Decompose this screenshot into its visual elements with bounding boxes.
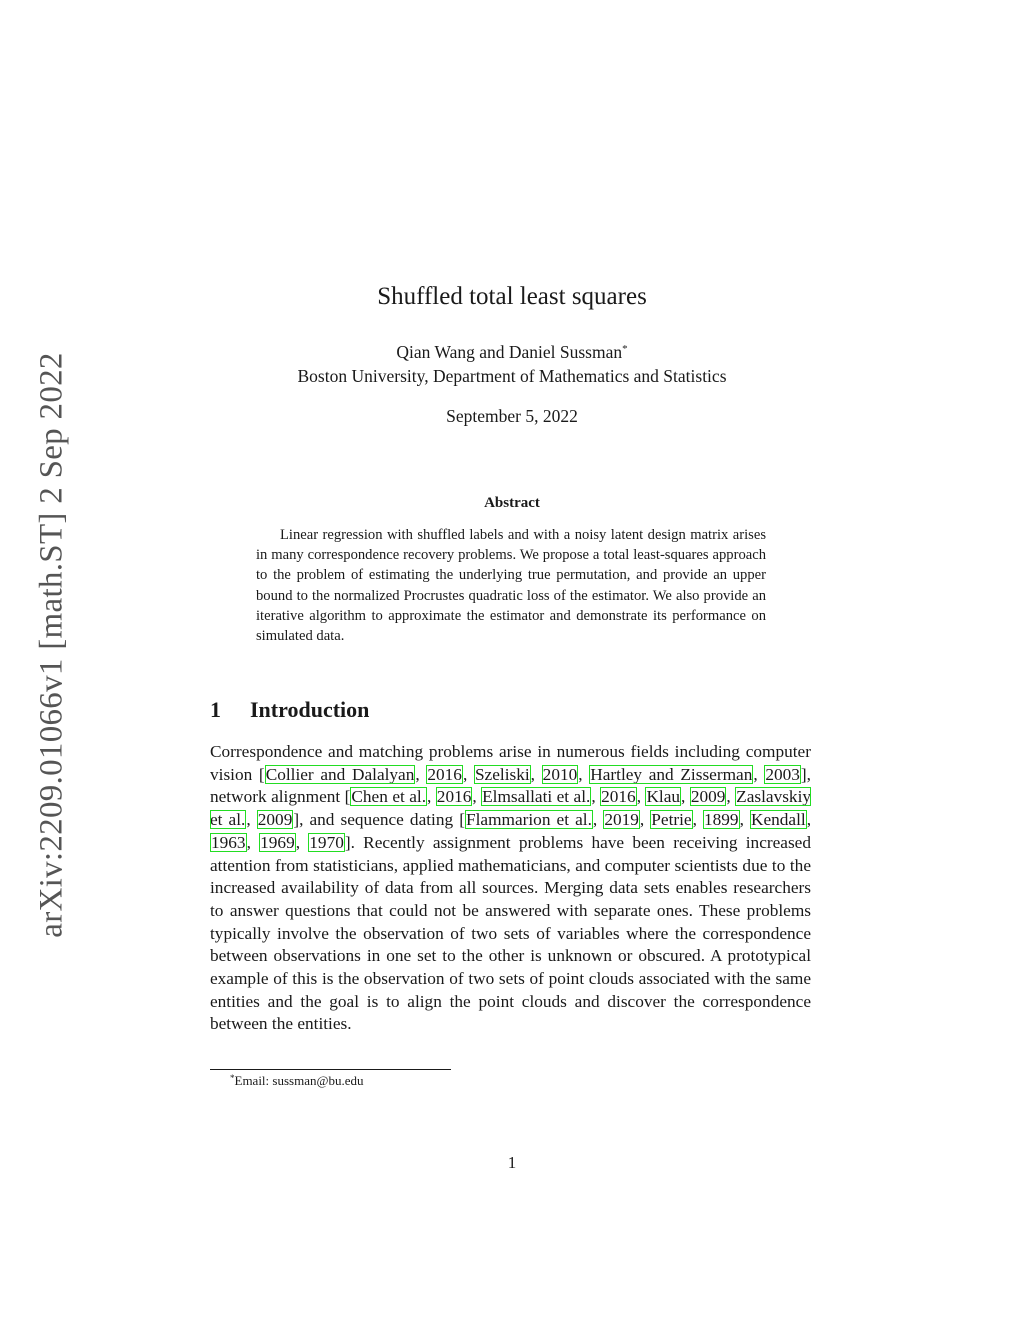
- intro-text: ,: [636, 787, 646, 807]
- intro-text: ,: [591, 787, 601, 807]
- citation-link[interactable]: 2016: [436, 787, 472, 807]
- citation-link[interactable]: 2009: [257, 810, 293, 830]
- intro-text: ], network alignment [: [210, 764, 811, 807]
- intro-text: ,: [681, 787, 690, 807]
- section-number: 1: [210, 697, 221, 722]
- citation-link[interactable]: Szeliski: [474, 764, 530, 784]
- citation-link[interactable]: 2009: [690, 787, 726, 807]
- citation-link[interactable]: Hartley and Zisserman: [590, 764, 753, 784]
- citation-link[interactable]: 1970: [309, 832, 344, 852]
- author-footnote-mark[interactable]: *: [622, 343, 628, 355]
- citation-link[interactable]: 2010: [542, 764, 578, 784]
- section-heading: [210, 697, 369, 723]
- intro-text: ,: [472, 787, 482, 807]
- section-title: Introduction: [250, 697, 370, 722]
- citation-link[interactable]: Chen et al.: [351, 787, 427, 807]
- intro-text: ,: [427, 787, 436, 807]
- intro-text: Correspondence and matching problems arise in numerous fields including computer vision [: [210, 742, 811, 784]
- citation-link[interactable]: 1899: [704, 810, 739, 830]
- intro-text: ,: [462, 764, 474, 784]
- intro-text: ,: [592, 810, 604, 830]
- citation-link[interactable]: 2003: [765, 764, 800, 784]
- intro-text: ,: [295, 832, 309, 852]
- intro-text: ,: [530, 764, 542, 784]
- footnote-mark: *: [230, 1073, 235, 1083]
- abstract-heading: Abstract: [484, 495, 540, 511]
- date: September 5, 2022: [446, 406, 578, 426]
- authors: Qian Wang and Daniel Sussman: [396, 342, 623, 362]
- citation-link[interactable]: Flammarion et al.: [465, 810, 592, 830]
- intro-text: ,: [739, 810, 750, 830]
- intro-text: ], and sequence dating [: [293, 810, 465, 830]
- affiliation: Boston University, Department of Mathematics and Statistics: [297, 366, 727, 386]
- intro-text: ,: [726, 787, 736, 807]
- paper-title: Shuffled total least squares: [377, 283, 647, 310]
- citation-link[interactable]: 1963: [211, 832, 246, 852]
- author-line: [0, 342, 1024, 363]
- citation-link[interactable]: Elmsallati et al.: [482, 787, 591, 807]
- citation-link[interactable]: Klau: [646, 787, 681, 807]
- citation-link[interactable]: 1969: [260, 832, 295, 852]
- arxiv-stamp: arXiv:2209.01066v1 [math.ST] 2 Sep 2022: [33, 352, 70, 938]
- citation-link[interactable]: Kendall: [750, 810, 806, 830]
- citation-link[interactable]: 2016: [427, 764, 462, 784]
- abstract-text: Linear regression with shuffled labels and with a noisy latent design matrix arises in many correspondence recovery problems. We propose a total least-squares approach to the problem of estimating the underlying true permutation, and provide an upper bound to the normalized Procrustes quadratic loss of the estimator. We also provide an iterative algorithm to approximate the estimator and demonstrate its performance on simulated data.: [256, 527, 766, 645]
- citation-link[interactable]: 2016: [601, 787, 636, 807]
- intro-text: ,: [692, 810, 703, 830]
- citation-link[interactable]: Petrie: [651, 810, 692, 830]
- intro-text: ,: [578, 764, 590, 784]
- page-number: 1: [507, 1153, 517, 1172]
- citation-link[interactable]: Zaslavskiy et al.: [210, 787, 812, 830]
- footnote-divider: [210, 1069, 451, 1070]
- intro-text: ,: [753, 764, 765, 784]
- intro-paragraph: [210, 741, 811, 1036]
- intro-text: ,: [246, 810, 257, 830]
- intro-text: ,: [246, 832, 260, 852]
- footnote: [230, 1073, 363, 1089]
- intro-text: ,: [415, 764, 427, 784]
- intro-text: ,: [806, 810, 812, 830]
- citation-link[interactable]: 2019: [604, 810, 639, 830]
- intro-text: ]. Recently assignment problems have been receiving increased attention from statisticians, applied mathematicians, and computer scientists due to the increased availability of data from all sources. Merging data sets enables researchers to answer questions that could not be answered with separate ones. These problems typically involve the observation of two sets of variables where the correspondence between observations in one set to the other is unknown or obscured. A prototypical example of this is the observation of two sets of point clouds associated with the same entities and the goal is to align the point clouds and discover the correspondence between the entities.: [210, 832, 811, 1034]
- footnote-text: Email: sussman@bu.edu: [234, 1073, 364, 1088]
- intro-text: ,: [639, 810, 651, 830]
- citation-link[interactable]: Collier and Dalalyan: [265, 764, 415, 784]
